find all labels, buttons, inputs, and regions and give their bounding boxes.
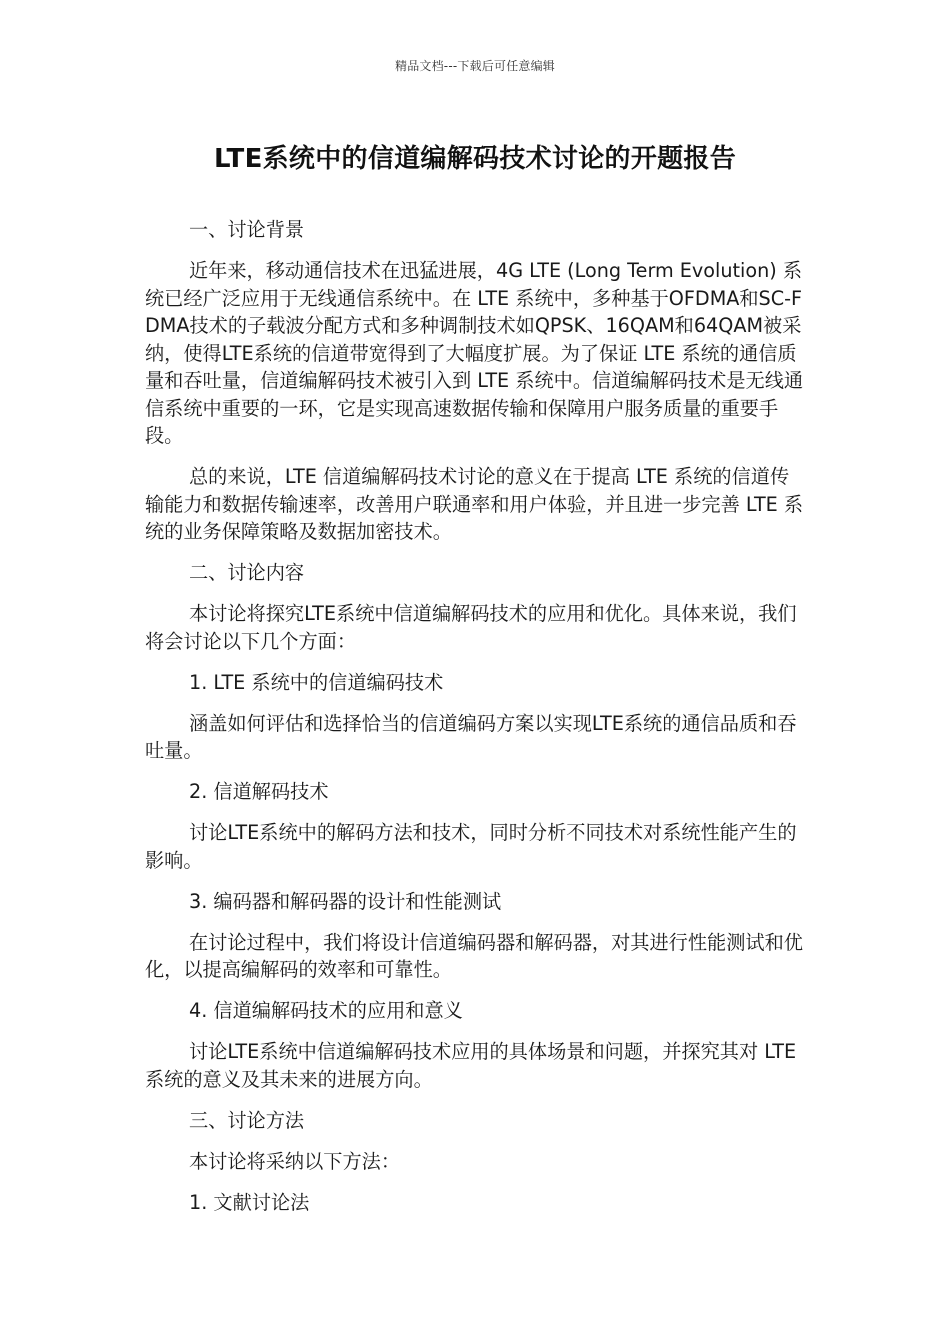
list-item-channel-coding: 1. LTE 系统中的信道编码技术 [189,670,444,694]
section-heading-methods: 三、讨论方法 [189,1108,305,1132]
list-item-literature: 1. 文献讨论法 [189,1190,310,1214]
list-item-codec-design: 3. 编码器和解码器的设计和性能测试 [189,889,502,913]
paragraph-content-intro: 本讨论将探究LTE系统中信道编解码技术的应用和优化。具体来说，我们将会讨论以下几个方面： [145,602,797,653]
section-heading-background: 一、讨论背景 [189,218,305,241]
paragraph-channel-coding: 涵盖如何评估和选择恰当的信道编码方案以实现LTE系统的通信品质和吞吐量。 [145,711,797,762]
paragraph-channel-decoding: 讨论LTE系统中的解码方法和技术，同时分析不同技术对系统性能产生的影响。 [145,821,797,872]
paragraph-background-summary: 总的来说，LTE 信道编解码技术讨论的意义在于提高 LTE 系统的信道传输能力和数据传输速率，改善用户联通率和用户体验，并且进一步完善 LTE 系统的业务保障策略及数据加密技术。 [145,465,804,543]
section-heading-content: 二、讨论内容 [189,561,305,584]
paragraph-background-intro: 近年来，移动通信技术在迅猛进展，4G LTE (Long Term Evolution) 系统已经广泛应用于无线通信系统中。在 LTE 系统中，多种基于OFDMA和SC-FDMA技术的子载波分配方式和多种调制技术如QPSK、16QAM和64QAM被采纳，使得LTE系统的信道带宽得到了大幅度扩展。为了保证 LTE 系统的通信质量和吞吐量，信道编解码技术被引入到 LTE 系统中。信道编解码技术是无线通信系统中重要的一环，它是实现高速数据传输和保障用户服务质量的重要手段。 [145,259,804,447]
list-item-channel-decoding: 2. 信道解码技术 [189,780,329,803]
header-note: 精品文档---下载后可任意编辑 [395,59,555,73]
document-body [145,216,807,1230]
paragraph-methods-intro: 本讨论将采纳以下方法： [189,1149,401,1173]
paragraph-application: 讨论LTE系统中信道编解码技术应用的具体场景和问题，并探究其对 LTE 系统的意义及其未来的进展方向。 [145,1040,797,1091]
document-title: LTE系统中的信道编解码技术讨论的开题报告 [213,144,737,174]
list-item-application: 4. 信道编解码技术的应用和意义 [189,999,463,1022]
paragraph-codec-design: 在讨论过程中，我们将设计信道编码器和解码器，对其进行性能测试和优化，以提高编解码的效率和可靠性。 [145,930,803,981]
